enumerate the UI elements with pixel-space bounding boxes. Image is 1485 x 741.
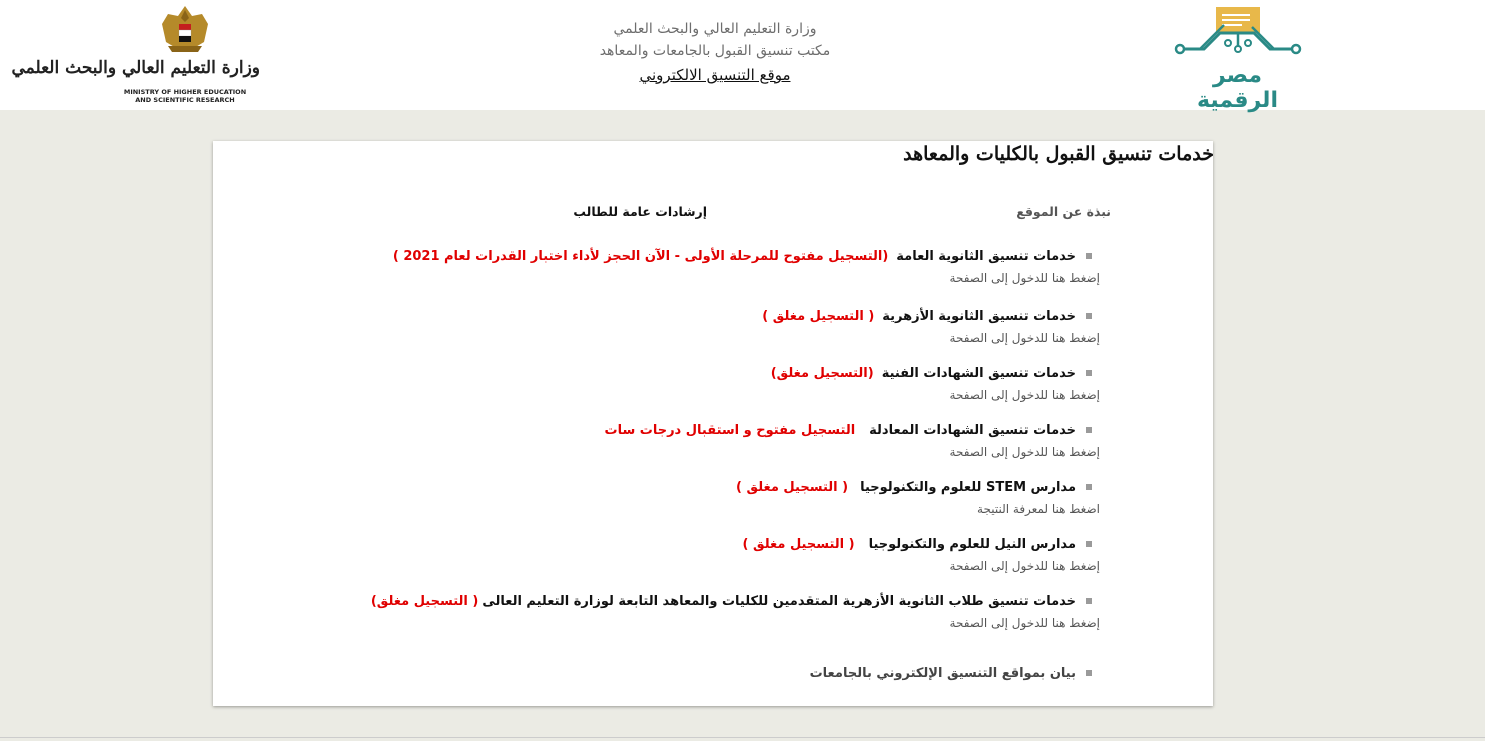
ministry-logo-arabic-text: وزارة التعليم العالي والبحث العلمي <box>11 58 260 78</box>
service-item-equivalent-certificates <box>604 423 1100 459</box>
ministry-logo <box>11 2 260 108</box>
ministry-name: وزارة التعليم العالي والبحث العلمي <box>613 21 817 37</box>
service-link[interactable]: إضغط هنا للدخول إلى الصفحة <box>949 616 1100 630</box>
service-status: ( التسجيل مغلق) <box>370 594 479 609</box>
service-item-general-secondary <box>392 249 1100 285</box>
service-status: ( التسجيل مغلق ) <box>736 480 849 495</box>
service-name[interactable]: خدمات تنسيق الشهادات الفنية <box>881 366 1076 381</box>
ministry-logo-en-line1: MINISTRY OF HIGHER EDUCATION <box>123 88 247 96</box>
service-link[interactable]: إضغط هنا للدخول إلى الصفحة <box>949 388 1100 402</box>
ministry-logo-english-text <box>110 88 260 104</box>
service-item-stem-schools <box>736 480 1100 516</box>
service-name[interactable]: خدمات تنسيق الثانوية الأزهرية <box>882 309 1076 324</box>
site-home-link[interactable]: موقع التنسيق الالكتروني <box>639 66 791 84</box>
tab-about-site[interactable]: نبذة عن الموقع <box>1016 204 1111 219</box>
bullet-icon <box>1086 598 1092 604</box>
service-link[interactable]: إضغط هنا للدخول إلى الصفحة <box>949 559 1100 573</box>
service-item-azhar-to-higher-ed <box>370 594 1100 630</box>
service-link[interactable]: إضغط هنا للدخول إلى الصفحة <box>949 331 1100 345</box>
bullet-icon <box>1086 370 1092 376</box>
bullet-icon <box>1086 253 1092 259</box>
tab-student-guidance[interactable]: إرشادات عامة للطالب <box>573 204 707 219</box>
bullet-icon <box>1086 484 1092 490</box>
office-name: مكتب تنسيق القبول بالجامعات والمعاهد <box>599 43 831 59</box>
footer-divider <box>0 737 1485 738</box>
service-status: (التسجيل مفتوح للمرحلة الأولى - الآن الحجز لأداء اختبار القدرات لعام 2021 ) <box>392 249 889 264</box>
service-status: التسجيل مفتوح و استقبال درجات سات <box>604 423 856 438</box>
service-item-azhar-secondary <box>762 309 1100 345</box>
service-item-technical-diplomas <box>770 366 1100 402</box>
bullet-icon <box>1086 427 1092 433</box>
digital-egypt-logo-text: مصر الرقمية <box>1197 63 1278 113</box>
service-name[interactable]: مدارس STEM للعلوم والتكنولوجيا <box>860 480 1076 495</box>
university-sites-link[interactable]: بيان بمواقع التنسيق الإلكتروني بالجامعات <box>809 666 1076 681</box>
service-name[interactable]: خدمات تنسيق الشهادات المعادلة <box>869 423 1076 438</box>
service-status: ( التسجيل مغلق ) <box>762 309 875 324</box>
ministry-logo-en-line2: AND SCIENTIFIC RESEARCH <box>135 96 235 104</box>
service-link[interactable]: إضغط هنا للدخول إلى الصفحة <box>949 271 1100 285</box>
service-item-nile-schools <box>742 537 1100 573</box>
service-name[interactable]: خدمات تنسيق طلاب الثانوية الأزهرية المتقدمين للكليات والمعاهد التابعة لوزارة التعليم العالى <box>482 594 1076 609</box>
top-header-bar <box>0 0 1485 113</box>
service-link[interactable]: اضغط هنا لمعرفة النتيجة <box>977 502 1100 516</box>
panel-title: خدمات تنسيق القبول بالكليات والمعاهد <box>903 143 1214 165</box>
service-link[interactable]: إضغط هنا للدخول إلى الصفحة <box>949 445 1100 459</box>
university-sites-list-item <box>810 666 1092 682</box>
service-name[interactable]: خدمات تنسيق الثانوية العامة <box>896 249 1076 264</box>
digital-egypt-logo <box>1170 5 1305 113</box>
bullet-icon <box>1086 541 1092 547</box>
services-panel <box>213 141 1213 706</box>
bullet-icon <box>1086 313 1092 319</box>
service-status: (التسجيل مغلق) <box>770 366 874 381</box>
header-titles <box>560 18 870 84</box>
service-name[interactable]: مدارس النيل للعلوم والتكنولوجيا <box>868 537 1076 552</box>
digital-egypt-emblem-icon <box>1170 5 1305 65</box>
bullet-icon <box>1086 670 1092 676</box>
service-status: ( التسجيل مغلق ) <box>742 537 855 552</box>
